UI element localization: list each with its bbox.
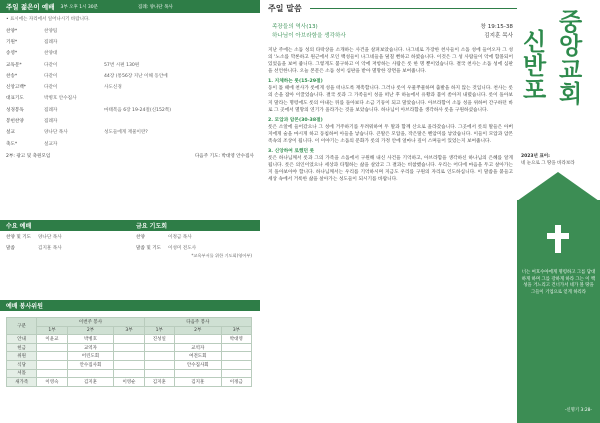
duty-cell: 안수집사회 [174,360,221,369]
table-row [7,369,252,378]
sermon-scripture: 창 19:15-38 [480,24,513,30]
duty-row-label: 식당 [7,360,37,369]
worship-order-item [0,25,260,36]
worship-order-item [0,104,260,115]
duty-table [6,317,252,387]
worship-item-person: 찬양팀 [44,28,58,34]
worship-item-label: 찬양* [6,28,18,34]
worship-leader: 집례: 양나단 목사 [137,4,173,10]
vision-label: 2023년 표어: [521,154,550,159]
worship-note: • 표시에는 자리에서 일어나시기 바랍니다. [6,17,90,22]
sermon-subtitle-row [262,30,517,39]
church-name-char: 신 [523,28,547,56]
cover-panel [517,0,600,423]
worship-order-item [0,115,260,126]
worship-item-person: 다같이 [44,62,58,68]
duty-title: 예배 봉사위원 [0,300,260,311]
cover-verse-ref: -신명기 3:28- [564,408,592,413]
worship-item-label: 교독문* [6,62,22,68]
wednesday-service [0,220,130,259]
worship-order-list [0,25,260,149]
friday-note: *교육부서를 위한 기도회(영어부) [191,253,252,258]
church-name-char: 회 [559,80,583,108]
sermon-preacher: 김지훈 목사 [484,33,513,39]
worship-item-person: 다같이 [44,85,58,91]
sermon-point-1: 동이 틀 때에 천사가 롯에게 성을 떠나도록 재촉합니다. 그러나 롯이 우물쭈물하며 출발을 하지 않는 것입니다. 천사는 롯의 손을 잡아 이끌었습니다. 결국 롯과 그 가족들이 성을 떠난 후 하늘에서 유황과 불이 쏟아져 내렸습니다. 롯이 돌아보지 말라는 명령에도 롯의 아내는 뒤를 돌아보다 소금 기둥이 되고 말았습니다. 아브라함이 소돔 성을 위하여 간구하던 바로 그 곳에서 멸망의 연기가 올라가는 것을 보았습니다. 하나님이 아브라함을 생각하사 롯을 구원하셨습니다. [268,86,513,113]
worship-item-detail: 57번 시편 130편 [104,62,140,68]
list-item: 말씀 및 기도 이성미 전도사 [136,245,197,251]
duty-subhead: 1부 [37,326,67,335]
sermon-header [262,0,517,16]
worship-order-item [0,48,260,59]
duty-cell: 어린도회 [67,352,114,361]
worship-time: 3부 오후 1시 30분 [60,4,98,10]
cross-icon [555,225,561,253]
worship-item-label: 송영* [6,51,18,57]
worship-item-person: 설교자 [44,141,58,147]
duty-row-label: 안내 [7,335,37,344]
table-row [7,378,252,387]
worship-item-detail: 사도신경 [104,85,122,91]
table-row [7,343,252,352]
worship-item-person: 집례자 [44,107,58,113]
worship-item-detail: 44장 (통56장 지난 이해 동안에 [104,73,168,79]
duty-cell [174,335,221,344]
duty-cell: 이윤교 [37,335,67,344]
worship-item-label: 찬송* [6,73,18,79]
duty-group-current: 이번주 봉사 [37,318,144,327]
duty-cell [221,343,251,352]
duty-cell [114,352,144,361]
worship-order-item [0,93,260,104]
sermon-point-2-heading: 2. 모압과 암몬(30-38절) [268,117,323,123]
duty-cell: 교역자 [67,343,114,352]
worship-footer-right: 다음주 기도: 박대영 안수집사 [194,154,254,160]
duty-cell: 박대영 [221,335,251,344]
duty-cell [114,360,144,369]
table-row [7,352,252,361]
worship-order-item [0,70,260,81]
duty-cell [37,360,67,369]
vision-text: 네 눈으로 그 땅을 바라보라 [521,161,575,166]
sermon-subtitle: 하나님이 아브라함을 생각하사 [272,33,346,39]
list-item: 말씀 김지훈 목사 [6,245,62,251]
sermon-section-title: 주일 말씀 [268,3,302,13]
wednesday-title: 수요 예배 [0,220,130,231]
duty-subhead: 1부 [144,326,174,335]
duty-row-label: 헌금 [7,343,37,352]
worship-order-item [0,81,260,92]
sermon-point-3: 롯은 하나님께서 롯과 그의 가족을 소돔에서 구원해 내신 사건을 기억하고, 아브라함을 생각하신 하나님의 은혜를 알게 됩니다. 롯은 의인이었으나 세상과 타협하는 삶을 살았고 그 결과는 비참했습니다. 우리는 어디에 마음을 두고 살아가는지 돌아보아야 합니다. 하나님께서는 우리를 기억하시며 지금도 우리를 구원의 자리로 인도하십니다. 이 말씀을 붙들고 세상 속에서 거룩한 삶을 살아가는 성도들이 되시기를 바랍니다. [268,156,513,183]
worship-item-detail: 마태복음 6장 19-24절(신152쪽) [104,107,172,113]
duty-cell [144,343,174,352]
weekday-services [0,220,260,259]
duty-group-next: 다음주 봉사 [144,318,251,327]
sermon-title-row [262,16,517,30]
duty-row-label: 셔틀 [7,369,37,378]
worship-item-person: 다같이 [44,73,58,79]
duty-cell: 안수집사회 [67,360,114,369]
sermon-title: 족장들의 역사(13) [272,24,318,30]
duty-subhead: 2부 [174,326,221,335]
duty-cell [144,360,174,369]
duty-subhead: 3부 [221,326,251,335]
duty-cell [114,335,144,344]
duty-cell: 교역자 [174,343,221,352]
duty-cell [114,343,144,352]
duty-cell: 여전도회 [174,352,221,361]
duty-cell [114,369,144,378]
table-row [7,360,252,369]
sermon-panel [262,0,517,423]
sermon-point-3-heading: 3. 신앙하여 로했던 롯 [268,149,315,155]
friday-prayer [130,220,260,259]
list-item: 찬양 및 기도 양나단 목사 [6,234,62,240]
duty-cell [67,369,114,378]
church-name-char: 교 [559,56,583,84]
worship-bar [0,0,260,13]
worship-footer [0,149,260,159]
duty-cell [221,352,251,361]
duty-cell: 이영순 [114,378,144,387]
duty-cell [174,369,221,378]
worship-order-item [0,138,260,149]
cross-icon-bar [547,233,569,239]
table-row [7,335,252,344]
sermon-point-2: 롯은 소알에 들어갔으나 그 성에 거주하기를 두려워하여 두 딸과 함께 산으로 올라갔습니다. 그곳에서 롯의 딸들은 아버지에게 술을 마시게 하고 동침하여 아들을 낳습니다. 큰딸은 모압을, 작은딸은 벤암미를 낳았습니다. 이들이 모압과 암몬 족속의 조상이 됩니다. 이 이야기는 소돔의 문화가 롯의 가정 안에 얼마나 깊이 스며들어 있었는지 보여줍니다. [268,124,513,144]
duty-corner: 구분 [7,318,37,335]
worship-order-item [0,127,260,138]
duty-subhead: 2부 [67,326,114,335]
duty-row-label: 새가족 [7,378,37,387]
duty-cell [221,360,251,369]
worship-item-label: 설교 [6,130,15,136]
friday-title: 금요 기도회 [130,220,260,231]
sermon-intro: 지난 주에는 소돔 성의 타락상을 소개하는 사건을 살펴보았습니다. 나그네로 가장한 천사들이 소돔 성에 들어오자 그 성의 '노소를 막론하고 원근에서 모인 백성들이 나그네들을 덮칠 뻔하고 하였습니다. 이것은 그 성 사람들이 악에 함몰되어 있었음을 보여 줍니다. 그렇게도 불구하고 이 악에 저항하는 사람은 롯 한 명 뿐이었습니다. 결국 천사는 소돔 성에 심판을 선언한니다. 오늘 본문은 소돔 성이 심판을 받아 멸망한 장면을 보여줍니다. [268,48,513,75]
duty-section [0,300,260,387]
duty-cell: 진성일 [144,335,174,344]
worship-item-person: 집례자 [44,119,58,125]
sermon-body [262,39,517,183]
duty-cell: 김지훈 [174,378,221,387]
duty-cell: 이영숙 [37,378,67,387]
duty-cell: 박병호 [67,335,114,344]
duty-subhead: 3부 [114,326,144,335]
church-name-col2 [559,10,582,106]
duty-cell [37,352,67,361]
church-name-char: 포 [523,76,547,104]
church-roof [517,172,599,201]
worship-item-detail: 성도들에게 재물이란? [104,130,148,136]
worship-item-label: 대표기도 [6,96,24,102]
worship-item-person: 찬양대 [44,51,58,57]
duty-cell [37,369,67,378]
divider [310,8,517,9]
worship-item-label: 기원* [6,39,18,45]
worship-item-label: 신앙고백* [6,85,27,91]
church-name-char: 반 [523,52,547,80]
duty-cell: 김지훈 [67,378,114,387]
duty-cell [144,369,174,378]
church-name-col1 [523,30,546,102]
worship-item-person: 양나단 목사 [44,130,68,136]
duty-cell: 김지훈 [144,378,174,387]
worship-title: 주일 젊은이 예배 [6,3,55,11]
church-name-char: 앙 [559,32,583,60]
duty-row-label: 위원 [7,352,37,361]
worship-item-label: 축도* [6,141,18,147]
sermon-point-1-heading: 1. 지체하는 롯(15-29절) [268,79,323,85]
duty-cell: 이정금 [221,378,251,387]
duty-cell [221,369,251,378]
worship-item-person: 박병호 안수집사 [44,96,77,102]
worship-order-item [0,36,260,47]
cover-verse: 너는 여호수아에게 명령하고 그를 담대하게 하며 그를 강하게 하라 그는 이 백성을 거느리고 건너가서 네가 볼 땅을 그들이 기업으로 얻게 하리라 [521,270,596,295]
list-item: 찬양 이정금 목사 [136,234,192,240]
worship-item-label: 성경봉독 [6,107,24,113]
worship-item-person: 집례자 [44,39,58,45]
worship-item-label: 봉헌찬양 [6,119,24,125]
duty-cell [37,343,67,352]
duty-cell [144,352,174,361]
worship-order-item [0,59,260,70]
church-name-char: 중 [559,8,583,36]
worship-footer-left: 2부: 광고 및 축원모임 [6,154,51,160]
